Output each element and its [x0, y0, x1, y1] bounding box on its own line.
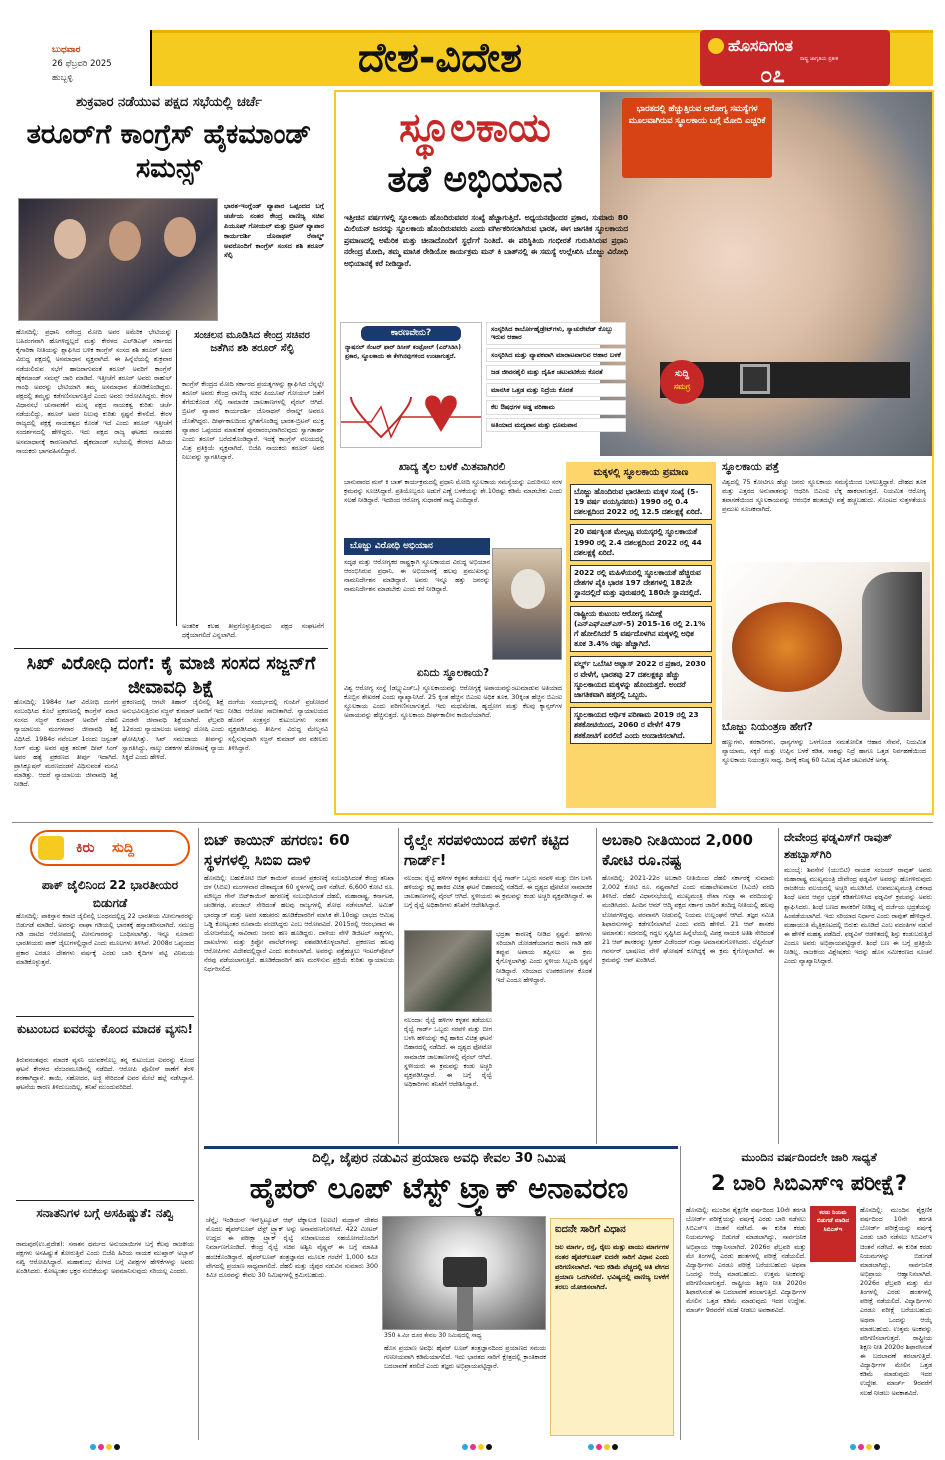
- section-title: ದೇಶ-ವಿದೇಶ: [357, 35, 523, 81]
- tharoor-subhead: ಸಂಚಲನ ಮೂಡಿಸಿದ ಕೇಂದ್ರ ಸಚಿವರ ಜತೆಗಿನ ಶಶಿ ತರೂರ್ ಸೆಲ್ಫಿ: [194, 330, 310, 354]
- hyperloop-tunnel-photo: [382, 1216, 546, 1330]
- brand-box: [700, 30, 890, 86]
- tharoor-sub-body: ಕಾಂಗ್ರೆಸ್ ಕೇಂದ್ರದ ಮೋದಿ ಸರ್ಕಾರದ ಪ್ರಯತ್ನಗಳನ್ನು ಶ್ಲಾಘಿಸಿದ ಬೆನ್ನಲ್ಲೇ ತರೂರ್ ಅವರು ಕೇಂದ್ರ ವಾಣಿಜ್ಯ ಸಚಿವ ಪಿಯೂಷ್ ಗೋಯಲ್ ಜತೆಗೆ ತೆಗೆದುಕೊಂಡ ಸೆಲ್ಫಿ ಸಾಮಾಜಿಕ ಜಾಲತಾಣಗಳಲ್ಲಿ ವೈರಲ್ ಆಗಿದೆ. ಬ್ರಿಟನ್ ವ್ಯಾಪಾರ ಕಾರ್ಯದರ್ಶಿ ಜೊನಾಥನ್ ರೆನಾಲ್ಡ್ ಅವರೂ ಜೊತೆಗಿದ್ದರು. ದೀರ್ಘಕಾಲದಿಂದ ಸ್ಥಗಿತಗೊಂಡಿದ್ದ ಭಾರತ-ಬ್ರಿಟನ್ ಮುಕ್ತ ವ್ಯಾಪಾರ ಒಪ್ಪಂದದ ಮಾತುಕತೆ ಪುನರಾರಂಭವಾಗಿರುವುದು ಸ್ವಾಗತಾರ್ಹ ಎಂದು ತರೂರ್ ಬರೆದುಕೊಂಡಿದ್ದಾರೆ. ಇದಕ್ಕೆ ಕಾಂಗ್ರೆಸ್ ವಲಯದಲ್ಲಿ ಮಿಶ್ರ ಪ್ರತಿಕ್ರಿಯೆ ವ್ಯಕ್ತವಾಗಿದೆ. ಬಿಜೆಪಿ ನಾಯಕರು ತರೂರ್ ಅವರ ನಿಲುವನ್ನು ಸ್ವಾಗತಿಸಿದ್ದಾರೆ.: [182, 381, 324, 461]
- excise-body: ಹೊಸದಿಲ್ಲಿ: 2021-22ರ ಅಬಕಾರಿ ನೀತಿಯಿಂದ ದೆಹಲಿ ಸರ್ಕಾರಕ್ಕೆ ಸುಮಾರು 2,002 ಕೋಟಿ ರೂ. ನಷ್ಟವಾಗಿದೆ ಎಂದು ಮಹಾಲೇಖಪಾಲರ (ಸಿಎಜಿ) ವರದಿ ತಿಳಿಸಿದೆ. ದೆಹಲಿ ವಿಧಾನಸಭೆಯಲ್ಲಿ ಮುಖ್ಯಮಂತ್ರಿ ರೇಖಾ ಗುಪ್ತಾ ಈ ವರದಿಯನ್ನು ಮಂಡಿಸಿದರು. ಹಿಂದಿನ ಆಮ್ ಆದ್ಮಿ ಪಕ್ಷದ ಸರ್ಕಾರ ಜಾರಿಗೆ ತಂದಿದ್ದ ನೀತಿಯಲ್ಲಿ ಹಲವು ಲೋಪಗಳಿದ್ದವು. ಪರವಾನಗಿ ನೀಡುವಲ್ಲಿ ನಿಯಮ ಉಲ್ಲಂಘನೆ ಆಗಿದೆ. ತಜ್ಞರ ಸಮಿತಿ ಶಿಫಾರಸುಗಳನ್ನು ಕಡೆಗಣಿಸಲಾಗಿದೆ ಎಂದು ವರದಿ ಹೇಳಿದೆ. 21 ಆಪ್ ಶಾಸಕರ ಅಮಾನತು: ಸದನದಲ್ಲಿ ಗದ್ದಲ ಸೃಷ್ಟಿಸಿದ ಹಿನ್ನೆಲೆಯಲ್ಲಿ ವಿಪಕ್ಷ ನಾಯಕಿ ಅತಿಶಿ ಸೇರಿದಂತೆ 21 ಆಪ್ ಶಾಸಕರನ್ನು ಸ್ಪೀಕರ್ ವಿಜೇಂದರ್ ಗುಪ್ತಾ ಅಮಾನತುಗೊಳಿಸಿದರು. ಲೆಫ್ಟಿನೆಂಟ್ ಗವರ್ನರ್ ಭಾಷಣದ ವೇಳೆ ಘೋಷಣೆ ಕೂಗಿದ್ದಕ್ಕೆ ಈ ಕ್ರಮ ಕೈಗೊಳ್ಳಲಾಗಿದೆ. ಈ ಕ್ರಮವನ್ನು ಆಪ್ ಖಂಡಿಸಿದೆ.: [602, 875, 774, 965]
- hyperloop-headline: ಹೈಪರ್ ಲೂಪ್ ಟೆಸ್ಟ್ ಟ್ರ್ಯಾಕ್ ಅನಾವರಣ: [249, 1171, 629, 1205]
- stats-title: ಮಕ್ಕಳಲ್ಲಿ ಸ್ಥೂಲಕಾಯ ಪ್ರಮಾಣ: [593, 467, 689, 478]
- kiru-suddi-banner: [30, 830, 190, 866]
- hand-icon: [38, 836, 64, 860]
- stat-item: ಸ್ಥೂಲಕಾಯದ ಆರ್ಥಿಕ ಪರಿಣಾಮ 2019 ರಲ್ಲಿ 23 ಶತಕೋಟಿಯಿಂದ, 2060 ರ ವೇಳೆಗೆ 479 ಶತಕೋಟಿಗೆ ಏರಲಿದೆ ಎಂದು ಅಂದಾಜಿಸಲಾಗಿದೆ.: [570, 707, 712, 744]
- hyperloop-photo-caption: 350 ಕಿ.ಮೀ ದೂರ ಕೇವಲ 30 ನಿಮಿಷದಲ್ಲಿ ಸಾಧ್ಯ: [384, 1332, 482, 1339]
- obesity-intro: ಇತ್ತೀಚಿನ ವರ್ಷಗಳಲ್ಲಿ ಸ್ಥೂಲಕಾಯ ಹೊಂದಿರುವವರ ಸಂಖ್ಯೆ ಹೆಚ್ಚಾಗುತ್ತಿದೆ. ಅಧ್ಯಯನವೊಂದರ ಪ್ರಕಾರ, ಸುಮಾರು 80 ಮಿಲಿಯನ್ ಜನರನ್ನು ಸ್ಥೂಲಕಾಯ ಹೊಂದಿರುವವರು ಎಂದು ವರ್ಗೀಕರಿಸಲಾಗಿರುವ ಭಾರತ, ಈಗ ಜಾಗತಿಕ ಸ್ಥೂಲಕಾಯದ ಪ್ರಮಾಣದಲ್ಲಿ ಅಮೆರಿಕ ಮತ್ತು ಚೀನಾದೊಂದಿಗೆ ಸ್ಥರ್ಧೆಗೆ ನಿಂತಿದೆ. ಈ ಪರಿಸ್ಥಿತಿಯ ಗಂಭೀರತೆ ಗುರುತಿಸಿರುವ ಪ್ರಧಾನಿ ನರೇಂದ್ರ ಮೋದಿ, ತಮ್ಮ ಮಾಸಿಕ ರೇಡಿಯೋ ಕಾರ್ಯಕ್ರಮ ಮನ್ ಕಿ ಬಾತ್‌ನಲ್ಲಿ ಈ ಸಮಸ್ಯೆ ಉಲ್ಲೇಖಿಸಿ ಬೊಜ್ಜು ವಿರೋಧಿ ಅಭಿಯಾನಕ್ಕೆ ಕರೆ ನೀಡಿದ್ದಾರೆ.: [344, 213, 628, 268]
- obesity-title-1: ಸ್ಥೂಲಕಾಯ: [399, 105, 551, 151]
- brand-tagline: ರಾಷ್ಟ್ರ ಜಾಗೃತಿಯ ಪ್ರತೀಕ: [800, 56, 839, 62]
- fifth-mode-box: [550, 1218, 674, 1436]
- hyperloop-more: ಹೊಸ ಪ್ರಯಾಣ ಅವಧಿ: ಹೈಪರ್ ಲೂಪ್ ತಂತ್ರಜ್ಞಾನದಿಂದ ಪ್ರಯಾಣದ ಸಮಯ ಗಣನೀಯವಾಗಿ ಕಡಿಮೆಯಾಗಲಿದೆ. ಇದು ಭಾರತದ ಸಾರಿಗೆ ಕ್ಷೇತ್ರದಲ್ಲಿ ಕ್ರಾಂತಿಕಾರಕ ಬದಲಾವಣೆ ತರಲಿದೆ ಎಂದು ತಜ್ಞರು ಅಭಿಪ್ರಾಯಪಟ್ಟಿದ್ದಾರೆ.: [384, 1345, 546, 1371]
- family-headline: ಕುಟುಂಬದ ಐವರನ್ನು ಕೊಂದ ಮಾದಕ ವ್ಯಸನಿ!: [17, 1022, 193, 1036]
- rail-headline: ರೈಲ್ವೇ ಸರಪಳಿಯಿಂದ ಹಳಿಗೆ ಕಟ್ಟಿದ ಗಾರ್ಡ್!: [404, 831, 569, 870]
- brand-logo-icon: [708, 38, 724, 54]
- stat-item: 20 ವರ್ಷಕ್ಕಿಂತ ಮೇಲ್ಪಟ್ಟ ವಯಸ್ಕರಲ್ಲಿ ಸ್ಥೂಲಕಾಯತೆ 1990 ರಲ್ಲಿ 2.4 ದಶಲಕ್ಷದಿಂದ 2022 ರಲ್ಲಿ 44 ದಶಲಕ್ಷಕ್ಕೆ ಏರಿದೆ.: [570, 524, 712, 561]
- stat-item: ಬೊಜ್ಜು ಹೊಂದಿರುವ ಭಾರತೀಯ ಮಕ್ಕಳ ಸಂಖ್ಯೆ (5-19 ವರ್ಷ ವಯಸ್ಸಿನವರು) 1990 ರಲ್ಲಿ 0.4 ದಶಲಕ್ಷದಿಂದ 2022 ರಲ್ಲಿ 12.5 ದಶಲಕ್ಷಕ್ಕೆ ಏರಿದೆ.: [570, 484, 712, 521]
- tharoor-headline: ತರೂರ್‌ಗೆ ಕಾಂಗ್ರೆಸ್ ಹೈಕಮಾಂಡ್ ಸಮನ್ಸ್: [26, 119, 312, 184]
- cause-item: ಸಂಸ್ಕರಿಸಿದ ಕಾರ್ಬೋಹೈಡ್ರೇಟ್‌ಗಳು, ಸ್ಯಾಚುರೇಟೆಡ್ ಕೊಬ್ಬು ಇರುವ ಆಹಾರ: [486, 322, 626, 345]
- causes-text: ನ್ಯಾಷನಲ್ ಸೆಂಟರ್ ಫಾರ್ ಡಿಸೀಸ್ ಕಂಟ್ರೋಲ್ (ಎನ್‌ಸಿಡಿಸಿ) ಪ್ರಕಾರ, ಸ್ಥೂಲಕಾಯ ಈ ಕೆಳಗಿನವುಗಳಿಂದ ಉಂಟಾಗುತ್ತದೆ.: [345, 344, 461, 360]
- causes-box: [340, 322, 482, 448]
- cbse-body-b: ಹೊಸದಿಲ್ಲಿ: ಮುಂದಿನ ಶೈಕ್ಷಣಿಕ ವರ್ಷದಿಂದ 10ನೇ ತರಗತಿ ಬೋರ್ಡ್ ಪರೀಕ್ಷೆಯನ್ನು ವರ್ಷಕ್ಕೆ ಎರಡು ಬಾರಿ ನಡೆಸಲು ಸಿಬಿಎಸ್‌ಇ ಚಿಂತನೆ ನಡೆಸಿದೆ. ಈ ಕುರಿತ ಕರಡು ನಿಯಮಗಳನ್ನು ಬಿಡುಗಡೆ ಮಾಡಲಾಗಿದ್ದು, ಸಾರ್ವಜನಿಕ ಅಭಿಪ್ರಾಯ ಆಹ್ವಾನಿಸಲಾಗಿದೆ. 2026ರ ಫೆಬ್ರವರಿ ಮತ್ತು ಮೇ ತಿಂಗಳಲ್ಲಿ ಎರಡು ಹಂತಗಳಲ್ಲಿ ಪರೀಕ್ಷೆ ನಡೆಯಲಿದೆ. ವಿದ್ಯಾರ್ಥಿಗಳು ಎರಡೂ ಪರೀಕ್ಷೆ ಬರೆಯಬಹುದು ಅಥವಾ ಒಂದನ್ನು ಆಯ್ಕೆ ಮಾಡಬಹುದು. ಉತ್ತಮ ಅಂಕವನ್ನು ಪರಿಗಣಿಸಲಾಗುತ್ತದೆ. ರಾಷ್ಟ್ರೀಯ ಶಿಕ್ಷಣ ನೀತಿ 2020ರ ಶಿಫಾರಸಿನಂತೆ ಈ ಬದಲಾವಣೆ ತರಲಾಗುತ್ತಿದೆ. ವಿದ್ಯಾರ್ಥಿಗಳ ಮೇಲಿನ ಒತ್ತಡ ಕಡಿಮೆ ಮಾಡುವುದು ಇದರ ಉದ್ದೇಶ. ಮಾರ್ಚ್ 9ರವರೆಗೆ ಸಲಹೆ ನೀಡಲು ಅವಕಾಶವಿದೆ.: [860, 1207, 932, 1397]
- obesity-callout: ಭಾರತದಲ್ಲಿ ಹೆಚ್ಚುತ್ತಿರುವ ಆರೋಗ್ಯ ಸಮಸ್ಯೆಗಳ ಮೂಲವಾಗಿರುವ ಸ್ಥೂಲಕಾಯ ಬಗ್ಗೆ ಮೋದಿ ಎಚ್ಚರಿಕೆ: [622, 98, 772, 178]
- anti-body: ಸದೃಢ ಮತ್ತು ಆರೋಗ್ಯಕರ ರಾಷ್ಟ್ರಕ್ಕಾಗಿ ಸ್ಥೂಲಕಾಯದ ವಿರುದ್ಧ ಅಭಿಯಾನ ಆರಂಭಿಸಿರುವ ಪ್ರಧಾನಿ, ಈ ಅಭಿಯಾನಕ್ಕೆ ಹಲವು ಪ್ರಮುಖರನ್ನು ನಾಮನಿರ್ದೇಶನ ಮಾಡಿದ್ದಾರೆ. ಅವರು ಇನ್ನೂ ಹತ್ತು ಜನರನ್ನು ನಾಮನಿರ್ದೇಶನ ಮಾಡಬೇಕು ಎಂದು ಕರೆ ನೀಡಿದ್ದಾರೆ.: [344, 559, 490, 594]
- masthead-date-box: [12, 30, 152, 86]
- fadnavis-body: ಮುಂಬೈ: ಶಿವಸೇನೆ (ಯುಬಿಟಿ) ನಾಯಕ ಸಂಜಯ್ ರಾವುತ್ ಅವರು ಮಹಾರಾಷ್ಟ್ರ ಮುಖ್ಯಮಂತ್ರಿ ದೇವೇಂದ್ರ ಫಡ್ನವಿಸ್ ಅವರನ್ನು ಹೊಗಳಿರುವುದು ರಾಜಕೀಯ ವಲಯದಲ್ಲಿ ಅಚ್ಚರಿ ಮೂಡಿಸಿದೆ. ಉಪಮುಖ್ಯಮಂತ್ರಿ ಏಕನಾಥ ಶಿಂಧೆ ಅವರ ಆಪ್ತರ ಭದ್ರತೆ ಕಡಿತಗೊಳಿಸಿದ ಫಡ್ನವಿಸ್ ಕ್ರಮವನ್ನು ಅವರು ಶ್ಲಾಘಿಸಿದರು. ಶಿಂಧೆ ಬಣದ ಶಾಸಕರಿಗೆ ನೀಡಿದ್ದ ವೈ ದರ್ಜೆಯ ಭದ್ರತೆಯನ್ನು ಹಿಂಪಡೆಯಲಾಗಿದೆ. ಇದು ಸರಿಯಾದ ನಿರ್ಧಾರ ಎಂದು ರಾವುತ್ ಹೇಳಿದ್ದಾರೆ. ಮಹಾಯುತಿ ಮೈತ್ರಿಕೂಟದಲ್ಲಿ ಬಿರುಕು ಮೂಡಿದೆ ಎಂಬ ವದಂತಿಗಳ ನಡುವೆ ಈ ಹೇಳಿಕೆ ಮಹತ್ವ ಪಡೆದಿದೆ. ಫಡ್ನವಿಸ್ ಆಡಳಿತದಲ್ಲಿ ಶಿಸ್ತು ಕಂಡುಬರುತ್ತಿದೆ ಎಂದೂ ಅವರು ಅಭಿಪ್ರಾಯಪಟ್ಟಿದ್ದಾರೆ. ಶಿಂಧೆ ಬಣ ಈ ಬಗ್ಗೆ ಪ್ರತಿಕ್ರಿಯೆ ನೀಡಿಲ್ಲ. ರಾಜಕೀಯ ವಿಶ್ಲೇಷಕರು ಇದನ್ನು ಹೊಸ ಸಮೀಕರಣದ ಸೂಚನೆ ಎಂದು ವ್ಯಾಖ್ಯಾನಿಸಿದ್ದಾರೆ.: [784, 867, 932, 966]
- anti-title: ಬೊಜ್ಜು ವಿರೋಧಿ ಅಭಿಯಾನ: [344, 538, 490, 555]
- registration-dots: [462, 1444, 494, 1453]
- rail-body-top: ನಲಂದಾ: ರೈಲ್ವೆ ಹಳಿಗಳ ಕಳ್ಳತನ ತಡೆಯಲು ರೈಲ್ವೆ ಗಾರ್ಡ್ ಒಬ್ಬರು ಸರಪಳಿ ಮತ್ತು ಬೀಗ ಬಳಸಿ ಹಳಿಯನ್ನು ಕಟ್ಟಿ ಹಾಕಿದ ವಿಚಿತ್ರ ಘಟನೆ ಬಿಹಾರದಲ್ಲಿ ನಡೆದಿದೆ. ಈ ದೃಶ್ಯದ ಫೋಟೋ ಸಾಮಾಜಿಕ ಜಾಲತಾಣಗಳಲ್ಲಿ ವೈರಲ್ ಆಗಿದೆ. ಸ್ಥಳೀಯರು ಈ ಕ್ರಮವನ್ನು ಕಂಡು ಅಚ್ಚರಿ ವ್ಯಕ್ತಪಡಿಸಿದ್ದಾರೆ. ಈ ಬಗ್ಗೆ ರೈಲ್ವೆ ಅಧಿಕಾರಿಗಳು ತನಿಖೆಗೆ ಆದೇಶಿಸಿದ್ದಾರೆ.: [404, 875, 592, 910]
- hyperloop-body: ಚೆನ್ನೈ: ಇಂಡಿಯನ್ ಇನ್‌ಸ್ಟಿಟ್ಯೂಟ್ ಆಫ್ ಟೆಕ್ನಾಲಜಿ (ಐಐಟಿ) ಮದ್ರಾಸ್ ದೇಶದ ಮೊದಲ ಹೈಪರ್‌ಲೂಪ್ ಟೆಸ್ಟ್ ಟ್ರ್ಯಾಕ್ ಅನ್ನು ಅನಾವರಣಗೊಳಿಸಿದೆ. 422 ಮೀಟರ್ ಉದ್ದದ ಈ ಪರೀಕ್ಷಾ ಟ್ರ್ಯಾಕ್ ರೈಲ್ವೆ ಸಚಿವಾಲಯದ ಸಹಯೋಗದೊಂದಿಗೆ ನಿರ್ಮಾಣಗೊಂಡಿದೆ. ಕೇಂದ್ರ ರೈಲ್ವೆ ಸಚಿವ ಅಶ್ವಿನಿ ವೈಷ್ಣವ್ ಈ ಬಗ್ಗೆ ಮಾಹಿತಿ ಹಂಚಿಕೊಂಡಿದ್ದಾರೆ. ಹೈಪರ್‌ಲೂಪ್ ತಂತ್ರಜ್ಞಾನದ ಮೂಲಕ ಗಂಟೆಗೆ 1,000 ಕಿಮೀ ವೇಗದಲ್ಲಿ ಪ್ರಯಾಣ ಸಾಧ್ಯವಾಗಲಿದೆ. ದೆಹಲಿ ಮತ್ತು ಜೈಪುರ ನಡುವಿನ ಸುಮಾರು 300 ಕಿಮೀ ದೂರವನ್ನು ಕೇವಲ 30 ನಿಮಿಷಗಳಲ್ಲಿ ಕ್ರಮಿಸಬಹುದು.: [206, 1217, 378, 1279]
- family-body: ತಿರುವನಂತಪುರ: ಮಾದಕ ವ್ಯಸನಿ ಯುವಕನೊಬ್ಬ ತನ್ನ ಕುಟುಂಬದ ಐವರನ್ನು ಕೊಂದ ಘಟನೆ ಕೇರಳದ ವೆಂಜರಮೂಡಿನಲ್ಲಿ ನಡೆದಿದೆ. ಆರೋಪಿ ಪೊಲೀಸ್ ಠಾಣೆಗೆ ತೆರಳಿ ಶರಣಾಗಿದ್ದಾನೆ. ತಾಯಿ, ಸಹೋದರ, ಅಜ್ಜಿ ಸೇರಿದಂತೆ ಐವರ ಮೇಲೆ ಹಲ್ಲೆ ನಡೆಸಿದ್ದಾನೆ. ಘಟನೆಯ ಕಾರಣ ತಿಳಿದುಬಂದಿಲ್ಲ. ತನಿಖೆ ಮುಂದುವರಿದಿದೆ.: [16, 1057, 194, 1092]
- tharoor-selfie-photo: [18, 198, 218, 321]
- sanatani-body: ರಾಮಪುರ(ಉ.ಪ್ರದೇಶ): ಸನಾತನ ಧರ್ಮದ ಅನುಯಾಯಿಗಳ ಬಗ್ಗೆ ಕೆಲವು ರಾಜಕೀಯ ಪಕ್ಷಗಳು ಅಸಹಿಷ್ಣುತೆ ತೋರುತ್ತಿವೆ ಎಂದು ಬಿಜೆಪಿ ಹಿರಿಯ ನಾಯಕ ಮುಖ್ತಾರ್ ಅಬ್ಬಾಸ್ ನಖ್ವಿ ಆರೋಪಿಸಿದ್ದಾರೆ. ಮಹಾಕುಂಭ ಮೇಳದ ಬಗ್ಗೆ ವಿಪಕ್ಷಗಳ ಹೇಳಿಕೆಗಳನ್ನು ಅವರು ಖಂಡಿಸಿದರು. ಕೋಟ್ಯಂತರ ಭಕ್ತರ ನಂಬಿಕೆಯನ್ನು ಅವಮಾನಿಸುವುದು ಸರಿಯಲ್ಲ ಎಂದರು.: [16, 1241, 194, 1276]
- heartbeat-icon: [341, 387, 481, 445]
- masthead-city: ಹುಬ್ಬಳ್ಳಿ: [52, 73, 73, 83]
- masthead-date: 26 ಫೆಬ್ರವರಿ 2025: [52, 59, 112, 69]
- bitcoin-headline: ಬಿಟ್ ಕಾಯಿನ್ ಹಗರಣ: 60 ಸ್ಥಳಗಳಲ್ಲಿ ಸಿಬಿಐ ದಾಳಿ: [204, 831, 350, 870]
- rail-body-bottom: ಭದ್ರತಾ ಕಾರಣಕ್ಕೆ ನೀಡಿದ ಸ್ಪಷ್ಟನೆ: ಹಳಿಗಳು ಸರಿಯಾಗಿ ಜೋಡಣೆಯಾಗದ ಕಾರಣ ಗಾಡಿ ಹಳಿ ತಪ್ಪುವ ಅಪಾಯ ತಪ್ಪಿಸಲು ಈ ಕ್ರಮ ಕೈಗೊಳ್ಳಲಾಗಿತ್ತು ಎಂದು ಸ್ಥಳೀಯ ಸಿಬ್ಬಂದಿ ಸ್ಪಷ್ಟನೆ ನೀಡಿದ್ದಾರೆ. ಸರಿಯಾದ ಉಪಕರಣಗಳ ಕೊರತೆ ಇದೆ ಎಂದೂ ಹೇಳಿದ್ದಾರೆ.: [496, 931, 592, 984]
- modi-photo: [492, 548, 562, 660]
- risk-body: ವಿಶ್ವ ಆರೋಗ್ಯ ಸಂಸ್ಥೆ (ಡಬ್ಲ್ಯುಎಚ್‌ಒ) ಸ್ಥೂಲಕಾಯವನ್ನು ಆರೋಗ್ಯಕ್ಕೆ ಅಪಾಯವನ್ನುಂಟುಮಾಡುವ ಅತಿಯಾದ ಕೊಬ್ಬಿನ ಶೇಖರಣೆ ಎಂದು ವ್ಯಾಖ್ಯಾನಿಸಿದೆ. 25 ಕ್ಕಿಂತ ಹೆಚ್ಚಿನ ಬಿಎಂಐ ಅಧಿಕ ತೂಕ, 30ಕ್ಕಿಂತ ಹೆಚ್ಚಿನ ಬಿಎಂಐ ಸ್ಥೂಲಕಾಯ ಎಂದು ಪರಿಗಣಿಸಲಾಗುತ್ತದೆ. ಇದು ಮಧುಮೇಹ, ಹೃದ್ರೋಗ ಮತ್ತು ಕೆಲವು ಕ್ಯಾನ್ಸರ್‌ಗಳ ಅಪಾಯವನ್ನು ಹೆಚ್ಚಿಸುತ್ತದೆ. ಸ್ಥೂಲಕಾಯ ದೀರ್ಘಕಾಲೀನ ಕಾಯಿಲೆಯಾಗಿದೆ.: [344, 685, 562, 720]
- rail-chain-photo: [404, 930, 492, 1012]
- tharoor-body: ಹೊಸದಿಲ್ಲಿ: ಪ್ರಧಾನಿ ನರೇಂದ್ರ ಮೋದಿ ಅವರ ಅಮೆರಿಕ ಭೇಟಿಯನ್ನು ಬಹಿರಂಗವಾಗಿ ಹೊಗಳಿದ್ದಲ್ಲದೆ ಮತ್ತು ಕೇರಳದ ಎಲ್‌ಡಿಎಫ್ ಸರ್ಕಾರದ ಕೈಗಾರಿಕಾ ನೀತಿಯನ್ನು ಶ್ಲಾಘಿಸಿದ ಬಳಿಕ ಕಾಂಗ್ರೆಸ್ ಸಂಸದ ಶಶಿ ತರೂರ್ ಅವರ ವಿರುದ್ಧ ಪಕ್ಷದಲ್ಲಿ ಅಸಮಾಧಾನ ವ್ಯಕ್ತವಾಗಿದೆ. ಈ ಹಿನ್ನೆಲೆಯಲ್ಲಿ ಶುಕ್ರವಾರ ನಡೆಯಲಿರುವ ಸಭೆಗೆ ಹಾಜರಾಗುವಂತೆ ತರೂರ್ ಅವರಿಗೆ ಕಾಂಗ್ರೆಸ್ ಹೈಕಮಾಂಡ್ ಸಮನ್ಸ್ ಜಾರಿ ಮಾಡಿದೆ. ಇತ್ತೀಚೆಗೆ ತರೂರ್ ಅವರು ರಾಹುಲ್ ಗಾಂಧಿ ಅವರನ್ನು ಭೇಟಿಯಾಗಿ ತಮ್ಮ ಅಸಮಾಧಾನ ತೋಡಿಕೊಂಡಿದ್ದರು. ಪಕ್ಷದಲ್ಲಿ ತಮ್ಮನ್ನು ಕಡೆಗಣಿಸಲಾಗುತ್ತಿದೆ ಎಂದು ಅವರು ಆರೋಪಿಸಿದ್ದರು. ಕೇರಳ ವಿಧಾನಸಭೆ ಚುನಾವಣೆಗೆ ಮುನ್ನ ಪಕ್ಷದ ನಾಯಕತ್ವ ಕುರಿತು ಚರ್ಚೆ ನಡೆಯಲಿದ್ದು, ತರೂರ್ ಅವರ ನಿಲುವು ಕುರಿತು ಸ್ಪಷ್ಟನೆ ಕೇಳಲಿದೆ. ಕೇರಳ ರಾಜ್ಯದಲ್ಲಿ ಪಕ್ಷಕ್ಕೆ ನಾಯಕತ್ವದ ಕೊರತೆ ಇದೆ ಎಂದು ತರೂರ್ ಇತ್ತೀಚೆಗೆ ಸಂದರ್ಶನದಲ್ಲಿ ಹೇಳಿದ್ದರು. ಇದು ಪಕ್ಷದ ರಾಜ್ಯ ಘಟಕದ ನಾಯಕರ ಅಸಮಾಧಾನಕ್ಕೆ ಕಾರಣವಾಗಿದೆ. ಹೈಕಮಾಂಡ್ ಸಭೆಯಲ್ಲಿ ಕೇರಳದ ಹಿರಿಯ ನಾಯಕರು ಭಾಗವಹಿಸಲಿದ್ದಾರೆ.: [16, 329, 172, 455]
- sikh-body-b: ಪ್ರಕರಣದಲ್ಲಿ ಆಗಲೇ ತಿಹಾರ್ ಜೈಲಿನಲ್ಲಿ ಶಿಕ್ಷೆ ಅನುಭವಿಸುತ್ತಿರುವ ಸಜ್ಜನ್ ಕುಮಾರ್ ಅವರಿಗೆ ಇದು ಎರಡನೇ ಜೀವಾವಧಿ ಶಿಕ್ಷೆಯಾಗಿದೆ. ಫೆಬ್ರವರಿ 12ರಂದು ನ್ಯಾಯಾಲಯ ಅವರನ್ನು ದೋಷಿ ಎಂದು ಘೋಷಿಸಿತ್ತು. ಸಿಖ್ ಸಮುದಾಯ ತೀರ್ಪನ್ನು ಸ್ವಾಗತಿಸಿದ್ದು, ನಾಲ್ಕು ದಶಕಗಳ ಹೋರಾಟಕ್ಕೆ ನ್ಯಾಯ ಸಿಕ್ಕಿದೆ ಎಂದು ಹೇಳಿದೆ.: [122, 699, 224, 761]
- causes-title: ಕಾರಣವೇನು?: [361, 326, 461, 341]
- control-title: ಬೊಜ್ಜು ನಿಯಂತ್ರಣ ಹೇಗೆ?: [722, 721, 813, 733]
- registration-dots: [90, 1444, 122, 1453]
- brand-name: ಹೊಸದಿಗಂತ: [728, 36, 793, 55]
- junk-food-photo: [722, 562, 930, 720]
- masthead-day: ಬುಧವಾರ: [52, 45, 81, 55]
- fifth-mode-body: ಜಲ ಮಾರ್ಗ, ರಸ್ತೆ, ರೈಲು ಮತ್ತು ವಾಯು ಮಾರ್ಗಗಳ ನಂತರ ಹೈಪರ್‌ಲೂಪ್ ಐದನೇ ಸಾರಿಗೆ ವಿಧಾನ ಎಂದು ಪರಿಗಣಿಸಲಾಗಿದೆ. ಇದು ಕಡಿಮೆ ವೆಚ್ಚದಲ್ಲಿ ಅತಿ ವೇಗದ ಪ್ರಯಾಣ ಒದಗಿಸಲಿದೆ. ಭವಿಷ್ಯದಲ್ಲಿ ವಾಣಿಜ್ಯ ಬಳಕೆಗೆ ತರಲು ಯೋಜಿಸಲಾಗಿದೆ.: [555, 1242, 669, 1292]
- cause-item: ಕೆಲ ಔಷಧಗಳ ಅಡ್ಡ ಪರಿಣಾಮ: [486, 400, 626, 414]
- hyperloop-kicker: ದಿಲ್ಲಿ, ಜೈಪುರ ನಡುವಿನ ಪ್ರಯಾಣ ಅವಧಿ ಕೇವಲ 30 ನಿಮಿಷ: [312, 1151, 566, 1166]
- causes-list: [486, 322, 626, 435]
- risk-title: ಏನಿದು ಸ್ಥೂಲಕಾಯ?: [416, 667, 490, 679]
- stat-item: 2022 ರಲ್ಲಿ ಮಹಿಳೆಯರಲ್ಲಿ ಸ್ಥೂಲಕಾಯತೆ ಹೆಚ್ಚಿರುವ ದೇಶಗಳ ಪೈಕಿ ಭಾರತ 197 ದೇಶಗಳಲ್ಲಿ 182ನೇ ಸ್ಥಾನದಲ್ಲಿದೆ ಮತ್ತು ಪುರುಷರಲ್ಲಿ 180ನೇ ಸ್ಥಾನದಲ್ಲಿದೆ.: [570, 565, 712, 602]
- child-stats-box: [566, 462, 716, 808]
- page-number: ೦೭: [760, 63, 785, 88]
- stat-item: ವರ್ಲ್ಡ್ ಒಬೆಸಿಟಿ ಅಟ್ಲಾಸ್ 2022 ರ ಪ್ರಕಾರ, 2030 ರ ವೇಳೆಗೆ, ಭಾರತವು 27 ದಶಲಕ್ಷಕ್ಕೂ ಹೆಚ್ಚು ಸ್ಥೂಲಕಾಯದ ಮಕ್ಕಳನ್ನು ಹೊಂದುತ್ತದೆ. ಅಂದರೆ ಜಾಗತಿಕವಾಗಿ ಹತ್ತರಲ್ಲಿ ಒಬ್ಬರು.: [570, 656, 712, 703]
- fifth-mode-title: ಐದನೇ ಸಾರಿಗೆ ವಿಧಾನ: [555, 1224, 626, 1235]
- excise-headline: ಅಬಕಾರಿ ನೀತಿಯಿಂದ 2,000 ಕೋಟಿ ರೂ.ನಷ್ಟ: [602, 831, 753, 870]
- cbse-note-box: ಕರಡು ನಿಯಮ ಬಿಡುಗಡೆ ಮಾಡಿದ ಸಿಬಿಎಸ್‌ಇ: [810, 1206, 856, 1262]
- trend-title: ಸ್ಥೂಲಕಾಯ ಪತ್ತೆ: [722, 461, 780, 473]
- tharoor-kicker: ಶುಕ್ರವಾರ ನಡೆಯುವ ಪಕ್ಷದ ಸಭೆಯಲ್ಲಿ ಚರ್ಚೆ: [75, 95, 262, 110]
- anti-obesity-box: [344, 538, 490, 662]
- sikh-headline: ಸಿಖ್ ವಿರೋಧಿ ದಂಗೆ: ಕೈ ಮಾಜಿ ಸಂಸದ ಸಜ್ಜನ್‌ಗೆ ಜೀವಾವಧಿ ಶಿಕ್ಷೆ: [26, 653, 316, 699]
- bitcoin-body: ಹೊಸದಿಲ್ಲಿ: ಬಹುಕೋಟಿ ಬಿಟ್ ಕಾಯಿನ್ ವಂಚನೆ ಪ್ರಕರಣಕ್ಕೆ ಸಂಬಂಧಿಸಿದಂತೆ ಕೇಂದ್ರ ತನಿಖಾ ದಳ (ಸಿಬಿಐ) ಮಂಗಳವಾರ ದೇಶಾದ್ಯಂತ 60 ಸ್ಥಳಗಳಲ್ಲಿ ದಾಳಿ ನಡೆಸಿದೆ. 6,600 ಕೋಟಿ ರೂ. ಮೌಲ್ಯದ ಗೇನ್ ಬಿಟ್‌ಕಾಯಿನ್ ಹಗರಣಕ್ಕೆ ಸಂಬಂಧಿಸಿದಂತೆ ದೆಹಲಿ, ಮಹಾರಾಷ್ಟ್ರ, ಕರ್ನಾಟಕ, ಚಂಡೀಗಢ, ಪಂಜಾಬ್ ಸೇರಿದಂತೆ ಹಲವು ರಾಜ್ಯಗಳಲ್ಲಿ ಶೋಧ ನಡೆಸಲಾಗಿದೆ. ಅಮಿತ್ ಭಾರದ್ವಾಜ್ ಮತ್ತು ಅವರ ಸಹಚರರು ಹೂಡಿಕೆದಾರರಿಗೆ ಮಾಸಿಕ ಶೇ.10ರಷ್ಟು ಲಾಭದ ಆಮಿಷ ಒಡ್ಡಿ ಕೋಟ್ಯಂತರ ರೂಪಾಯಿ ವಂಚಿಸಿದ್ದರು ಎಂಬ ಆರೋಪವಿದೆ. 2015ರಲ್ಲಿ ಆರಂಭವಾದ ಈ ಯೋಜನೆಯಲ್ಲಿ ಸಾವಿರಾರು ಜನರು ಹಣ ಹೂಡಿದ್ದರು. ದಾಳಿಯ ವೇಳೆ ಡಿಜಿಟಲ್ ಸಾಕ್ಷ್ಯಗಳು, ದಾಖಲೆಗಳು ಮತ್ತು ಕ್ರಿಪ್ಟೋ ವಾಲೆಟ್‌ಗಳನ್ನು ವಶಪಡಿಸಿಕೊಳ್ಳಲಾಗಿದೆ. ಪ್ರಕರಣದ ಹಲವು ಆರೋಪಿಗಳು ವಿದೇಶದಲ್ಲಿದ್ದಾರೆ ಎಂದು ಶಂಕಿಸಲಾಗಿದೆ. ಅವರನ್ನು ಪತ್ತೆಹಚ್ಚಲು ಇಂಟರ್‌ಪೋಲ್ ನೆರವು ಪಡೆಯಲಾಗುತ್ತಿದೆ. ಹೂಡಿಕೆದಾರರಿಗೆ ಹಣ ಮರಳಿಸುವ ಪ್ರಕ್ರಿಯೆ ಕುರಿತು ನ್ಯಾಯಾಲಯ ನಿರ್ಧರಿಸಲಿದೆ.: [204, 875, 394, 974]
- kiru-label2: ಸುದ್ದಿ: [112, 840, 135, 856]
- cause-item: ಜಡ ಜೀವನಶೈಲಿ ಮತ್ತು ದೈಹಿಕ ಚಟುವಟಿಕೆಯ ಕೊರತೆ: [486, 365, 626, 379]
- cbse-headline: 2 ಬಾರಿ ಸಿಬಿಎಸ್‌ಇ ಪರೀಕ್ಷೆ?: [710, 1171, 908, 1195]
- fadnavis-headline: ದೇವೇಂದ್ರ ಫಡ್ನವಿಸ್‌ಗೆ ರಾವುತ್ ಶಹಬ್ಬಾಸ್‌ಗಿರಿ: [784, 831, 893, 861]
- cause-item: ಮಾನಸಿಕ ಒತ್ತಡ ಮತ್ತು ನಿದ್ರೆಯ ಕೊರತೆ: [486, 383, 626, 397]
- food-body: ಬಾನುವಾರದ ಮನ್ ಕಿ ಬಾತ್ ಕಾರ್ಯಕ್ರಮದಲ್ಲಿ ಪ್ರಧಾನಿ ಮೋದಿ ಸ್ಥೂಲಕಾಯ ಸಮಸ್ಯೆಯನ್ನು ಎದುರಿಸಲು ಸರಳ ಕ್ರಮವನ್ನು ಸೂಚಿಸಿದ್ದಾರೆ. ಪ್ರತಿಯೊಬ್ಬರೂ ಅಡುಗೆ ಎಣ್ಣೆ ಬಳಕೆಯನ್ನು ಶೇ.10ರಷ್ಟು ಕಡಿಮೆ ಮಾಡಬೇಕು ಎಂದು ಸಲಹೆ ನೀಡಿದ್ದಾರೆ. ಇದರಿಂದ ಆರೋಗ್ಯ ಸುಧಾರಣೆ ಸಾಧ್ಯ ಎಂದಿದ್ದಾರೆ.: [344, 479, 562, 505]
- tharoor-tail: ಅಂತರಿಕ ಕಲಹ ತೀವ್ರಗೊಳ್ಳುತ್ತಿರುವುದು ಪಕ್ಷದ ಸಂಘಟನೆಗೆ ಧಕ್ಕೆಯಾಗಲಿದೆ ಎನ್ನಲಾಗಿದೆ.: [182, 623, 324, 640]
- trend-body: ವಿಶ್ವದಲ್ಲಿ 75 ಕೋಟಿಗೂ ಹೆಚ್ಚು ಜನರು ಸ್ಥೂಲಕಾಯ ಸಮಸ್ಯೆಯಿಂದ ಬಳಲುತ್ತಿದ್ದಾರೆ. ದೇಹದ ತೂಕ ಮತ್ತು ಎತ್ತರದ ಅನುಪಾತವನ್ನು ಆಧರಿಸಿ ಬಿಎಂಐ ಲೆಕ್ಕ ಹಾಕಲಾಗುತ್ತದೆ. ನಿಯಮಿತ ಆರೋಗ್ಯ ತಪಾಸಣೆಯಿಂದ ಸ್ಥೂಲಕಾಯವನ್ನು ಆರಂಭಿಕ ಹಂತದಲ್ಲೇ ಪತ್ತೆ ಹಚ್ಚಬಹುದು. ಸೊಂಟದ ಸುತ್ತಳತೆಯೂ ಪ್ರಮುಖ ಸೂಚಕವಾಗಿದೆ.: [722, 479, 926, 514]
- sikh-body-c: ದಂಗೆಯ ಸಂದರ್ಭದಲ್ಲಿ ಗುಂಪಿಗೆ ಪ್ರಚೋದನೆ ನೀಡಿದ ಆರೋಪ ಸಾಬೀತಾಗಿದೆ. ನ್ಯಾಯಾಲಯದ ಹೊರಗೆ ಸಂತ್ರಸ್ತರ ಕುಟುಂಬಗಳು ಸಂತಸ ವ್ಯಕ್ತಪಡಿಸಿದವು. ತೀರ್ಪಿನ ವಿರುದ್ಧ ಮೇಲ್ಮನವಿ ಸಲ್ಲಿಸುವುದಾಗಿ ಸಜ್ಜನ್ ಕುಮಾರ್ ಪರ ವಕೀಲರು ತಿಳಿಸಿದ್ದಾರೆ.: [228, 699, 328, 752]
- tharoor-photo-caption: ಭಾರತ-ಇಂಗ್ಲೆಂಡ್ ವ್ಯಾಪಾರ ಒಪ್ಪಂದದ ಬಗ್ಗೆ ಚರ್ಚೆಯ ನಂತರ ಕೇಂದ್ರ ವಾಣಿಜ್ಯ ಸಚಿವ ಪಿಯೂಷ್ ಗೋಯಲ್ ಮತ್ತು ಬ್ರಿಟನ್ ವ್ಯಾಪಾರ ಕಾರ್ಯದರ್ಶಿ ಜೊನಾಥನ್ ರೆನಾಲ್ಡ್ ಅವರೊಂದಿಗೆ ಕಾಂಗ್ರೆಸ್ ಸಂಸದ ಶಶಿ ತರೂರ್ ಸೆಲ್ಫಿ: [224, 202, 324, 260]
- registration-dots: [588, 1444, 620, 1453]
- pak-headline: ಪಾಕ್ ಜೈಲಿನಿಂದ 22 ಭಾರತೀಯರ ಬಿಡುಗಡೆ: [41, 878, 179, 910]
- registration-dots: [850, 1444, 882, 1453]
- stat-item: ರಾಷ್ಟ್ರೀಯ ಕುಟುಂಬ ಆರೋಗ್ಯ ಸಮೀಕ್ಷೆ (ಎನ್‌ಎಫ್‌ಎಚ್‌ಎಸ್-5) 2015-16 ರಲ್ಲಿ 2.1% ಗೆ ಹೋಲಿಸಿದರೆ 5 ವರ್ಷದೊಳಗಿನ ಮಕ್ಕಳಲ್ಲಿ ಅಧಿಕ ತೂಕ 3.4% ರಷ್ಟು ಹೆಚ್ಚಾಗಿದೆ.: [570, 606, 712, 653]
- sikh-body-a: ಹೊಸದಿಲ್ಲಿ: 1984ರ ಸಿಖ್ ವಿರೋಧಿ ದಂಗೆಗೆ ಸಂಬಂಧಿಸಿದ ಕೊಲೆ ಪ್ರಕರಣದಲ್ಲಿ ಕಾಂಗ್ರೆಸ್ ಮಾಜಿ ಸಂಸದ ಸಜ್ಜನ್ ಕುಮಾರ್ ಅವರಿಗೆ ದೆಹಲಿ ನ್ಯಾಯಾಲಯ ಮಂಗಳವಾರ ಜೀವಾವಧಿ ಶಿಕ್ಷೆ ವಿಧಿಸಿದೆ. 1984ರ ನವೆಂಬರ್ 1ರಂದು ಜಸ್ವಂತ್ ಸಿಂಗ್ ಮತ್ತು ಅವರ ಪುತ್ರ ತರುಣ್ ದೀಪ್ ಸಿಂಗ್ ಅವರ ಹತ್ಯೆ ಪ್ರಕರಣದ ತೀರ್ಪು ಇದಾಗಿದೆ. ಪ್ರಾಸಿಕ್ಯೂಷನ್ ಮರಣದಂಡನೆ ವಿಧಿಸುವಂತೆ ಮನವಿ ಮಾಡಿತ್ತು. ಆದರೆ ನ್ಯಾಯಾಲಯ ಜೀವಾವಧಿ ಶಿಕ್ಷೆ ನೀಡಿದೆ.: [14, 699, 118, 789]
- suddi-samagra-badge: ಸುದ್ದಿ ಸಮಗ್ರ: [660, 360, 704, 404]
- cause-item: ಅತಿಯಾದ ಮದ್ಯಪಾನ ಮತ್ತು ಧೂಮಪಾನ: [486, 418, 626, 432]
- cause-item: ಸಂಸ್ಕರಿಸಿದ ಮತ್ತು ವ್ಯಾಪಕವಾಗಿ ಮಾರಾಟವಾಗುವ ಆಹಾರ ಬಳಕೆ: [486, 348, 626, 362]
- cbse-body-a: ಹೊಸದಿಲ್ಲಿ: ಮುಂದಿನ ಶೈಕ್ಷಣಿಕ ವರ್ಷದಿಂದ 10ನೇ ತರಗತಿ ಬೋರ್ಡ್ ಪರೀಕ್ಷೆಯನ್ನು ವರ್ಷಕ್ಕೆ ಎರಡು ಬಾರಿ ನಡೆಸಲು ಸಿಬಿಎಸ್‌ಇ ಚಿಂತನೆ ನಡೆಸಿದೆ. ಈ ಕುರಿತ ಕರಡು ನಿಯಮಗಳನ್ನು ಬಿಡುಗಡೆ ಮಾಡಲಾಗಿದ್ದು, ಸಾರ್ವಜನಿಕ ಅಭಿಪ್ರಾಯ ಆಹ್ವಾನಿಸಲಾಗಿದೆ. 2026ರ ಫೆಬ್ರವರಿ ಮತ್ತು ಮೇ ತಿಂಗಳಲ್ಲಿ ಎರಡು ಹಂತಗಳಲ್ಲಿ ಪರೀಕ್ಷೆ ನಡೆಯಲಿದೆ. ವಿದ್ಯಾರ್ಥಿಗಳು ಎರಡೂ ಪರೀಕ್ಷೆ ಬರೆಯಬಹುದು ಅಥವಾ ಒಂದನ್ನು ಆಯ್ಕೆ ಮಾಡಬಹುದು. ಉತ್ತಮ ಅಂಕವನ್ನು ಪರಿಗಣಿಸಲಾಗುತ್ತದೆ. ರಾಷ್ಟ್ರೀಯ ಶಿಕ್ಷಣ ನೀತಿ 2020ರ ಶಿಫಾರಸಿನಂತೆ ಈ ಬದಲಾವಣೆ ತರಲಾಗುತ್ತಿದೆ. ವಿದ್ಯಾರ್ಥಿಗಳ ಮೇಲಿನ ಒತ್ತಡ ಕಡಿಮೆ ಮಾಡುವುದು ಇದರ ಉದ್ದೇಶ. ಮಾರ್ಚ್ 9ರವರೆಗೆ ಸಲಹೆ ನೀಡಲು ಅವಕಾಶವಿದೆ.: [686, 1207, 806, 1315]
- kiru-label: ಕಿರು: [76, 840, 95, 856]
- pak-body: ಹೊಸದಿಲ್ಲಿ: ಪಾಕಿಸ್ತಾನ ಕರಾಚಿ ಜೈಲಿನಲ್ಲಿ ಬಂಧನದಲ್ಲಿದ್ದ 22 ಭಾರತೀಯ ಮೀನುಗಾರರನ್ನು ಬಿಡುಗಡೆ ಮಾಡಿದೆ. ಅವರನ್ನು ವಾಘಾ ಗಡಿಯಲ್ಲಿ ಭಾರತಕ್ಕೆ ಹಸ್ತಾಂತರಿಸಲಾಗಿದೆ. ಸಮುದ್ರ ಗಡಿ ದಾಟಿದ ಆರೋಪದಲ್ಲಿ ಮೀನುಗಾರರನ್ನು ಬಂಧಿಸಲಾಗಿತ್ತು. ಇನ್ನೂ ನೂರಾರು ಭಾರತೀಯರು ಪಾಕ್ ಜೈಲುಗಳಲ್ಲಿದ್ದಾರೆ ಎಂದು ಮೂಲಗಳು ತಿಳಿಸಿವೆ. 2008ರ ಒಪ್ಪಂದದ ಪ್ರಕಾರ ಎರಡೂ ದೇಶಗಳು ವರ್ಷಕ್ಕೆ ಎರಡು ಬಾರಿ ಕೈದಿಗಳ ಪಟ್ಟಿ ವಿನಿಮಯ ಮಾಡಿಕೊಳ್ಳುತ್ತವೆ.: [16, 913, 194, 966]
- obesity-title-2: ತಡೆ ಅಭಿಯಾನ: [387, 159, 563, 200]
- rail-body-cont: ನಲಂದಾ: ರೈಲ್ವೆ ಹಳಿಗಳ ಕಳ್ಳತನ ತಡೆಯಲು ರೈಲ್ವೆ ಗಾರ್ಡ್ ಒಬ್ಬರು ಸರಪಳಿ ಮತ್ತು ಬೀಗ ಬಳಸಿ ಹಳಿಯನ್ನು ಕಟ್ಟಿ ಹಾಕಿದ ವಿಚಿತ್ರ ಘಟನೆ ಬಿಹಾರದಲ್ಲಿ ನಡೆದಿದೆ. ಈ ದೃಶ್ಯದ ಫೋಟೋ ಸಾಮಾಜಿಕ ಜಾಲತಾಣಗಳಲ್ಲಿ ವೈರಲ್ ಆಗಿದೆ. ಸ್ಥಳೀಯರು ಈ ಕ್ರಮವನ್ನು ಕಂಡು ಅಚ್ಚರಿ ವ್ಯಕ್ತಪಡಿಸಿದ್ದಾರೆ. ಈ ಬಗ್ಗೆ ರೈಲ್ವೆ ಅಧಿಕಾರಿಗಳು ತನಿಖೆಗೆ ಆದೇಶಿಸಿದ್ದಾರೆ.: [404, 1017, 492, 1088]
- sanatani-headline: ಸನಾತನಿಗಳ ಬಗ್ಗೆ ಅಸಹಿಷ್ಣುತೆ: ನಖ್ವಿ: [36, 1206, 174, 1220]
- control-body: ಹಣ್ಣುಗಳು, ತರಕಾರಿಗಳು, ಧಾನ್ಯಗಳನ್ನು ಒಳಗೊಂಡ ಸಮತೋಲಿತ ಆಹಾರ ಸೇವನೆ, ನಿಯಮಿತ ವ್ಯಾಯಾಮ, ಸಕ್ಕರೆ ಮತ್ತು ಉಪ್ಪಿನ ಬಳಕೆ ಕಡಿತ, ಸಾಕಷ್ಟು ನಿದ್ರೆ ಹಾಗೂ ಒತ್ತಡ ನಿರ್ವಹಣೆಯಿಂದ ಸ್ಥೂಲಕಾಯ ನಿಯಂತ್ರಣ ಸಾಧ್ಯ. ದಿನಕ್ಕೆ ಕನಿಷ್ಠ 60 ನಿಮಿಷ ದೈಹಿಕ ಚಟುವಟಿಕೆ ಅಗತ್ಯ.: [722, 739, 926, 765]
- cbse-kicker: ಮುಂದಿನ ವರ್ಷದಿಂದಲೇ ಜಾರಿ ಸಾಧ್ಯತೆ: [741, 1151, 877, 1164]
- food-title: ಖಾದ್ಯ ತೈಲ ಬಳಕೆ ಮಿತವಾಗಿರಲಿ: [398, 461, 506, 473]
